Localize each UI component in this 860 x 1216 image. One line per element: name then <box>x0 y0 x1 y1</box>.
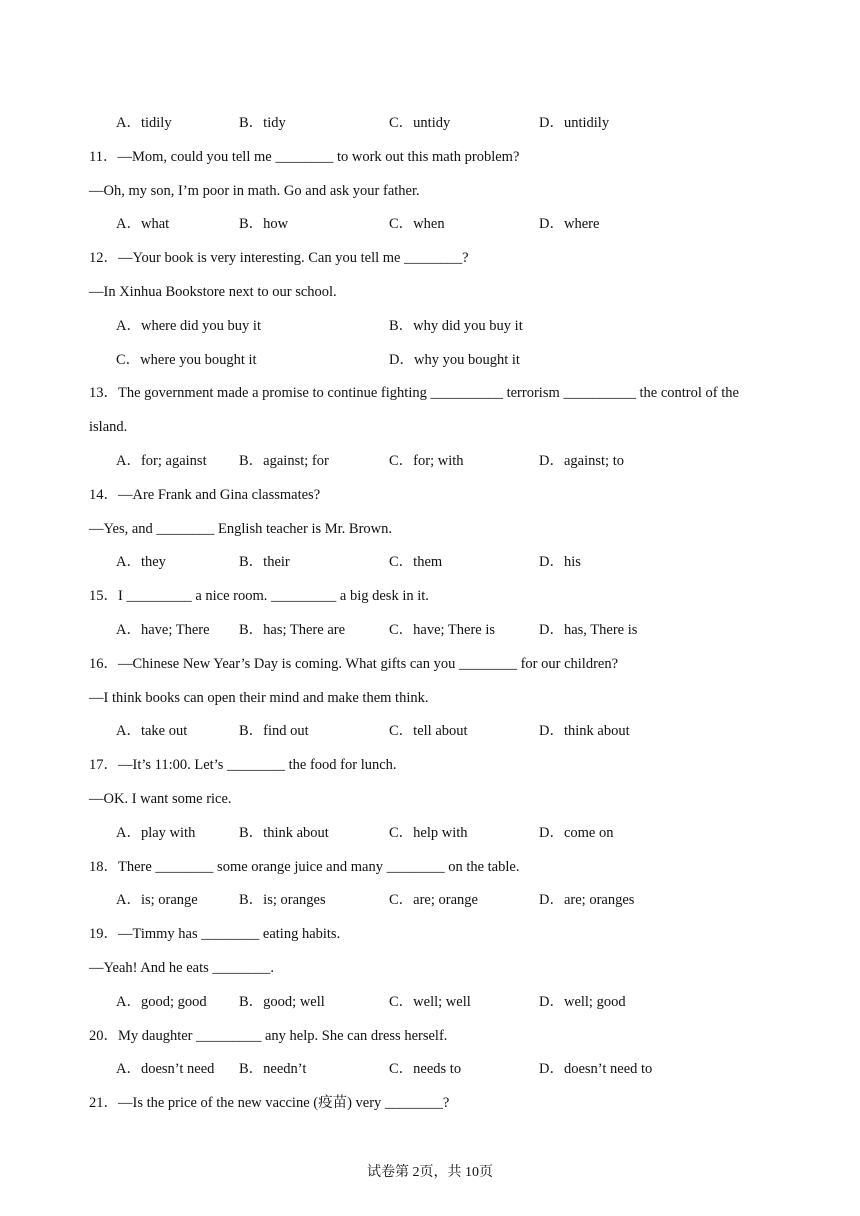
option-b: B．tidy <box>239 115 286 131</box>
option-c: C．tell about <box>389 723 468 739</box>
option-d: D．why you bought it <box>389 352 520 368</box>
option-b: B．think about <box>239 825 329 841</box>
option-b: B．good; well <box>239 994 325 1010</box>
page-footer: 试卷第 2页，共 10页 <box>367 1165 493 1180</box>
option-a: A．is; orange <box>116 892 198 908</box>
option-a: A．tidily <box>116 115 172 131</box>
option-a: A．doesn’t need <box>116 1061 215 1077</box>
option-a: A．good; good <box>116 994 207 1010</box>
question-line: 15．I _________ a nice room. _________ a big desk in it. <box>89 588 429 604</box>
option-b: B．is; oranges <box>239 892 326 908</box>
option-b: B．needn’t <box>239 1061 307 1077</box>
question-line: 17．—It’s 11:00. Let’s ________ the food for lunch. <box>89 757 397 773</box>
option-a: A．have; There <box>116 622 210 638</box>
option-d: D．his <box>539 554 581 570</box>
option-c: C．well; well <box>389 994 471 1010</box>
question-line: island. <box>89 419 128 435</box>
question-line: 16．—Chinese New Year’s Day is coming. What gifts can you ________ for our children? <box>89 656 619 672</box>
option-d: D．are; oranges <box>539 892 635 908</box>
question-line: —OK. I want some rice. <box>89 791 232 807</box>
question-line: —I think books can open their mind and make them think. <box>89 690 429 706</box>
question-line: —Oh, my son, I’m poor in math. Go and ask your father. <box>89 183 420 199</box>
question-line: 13．The government made a promise to continue fighting __________ terrorism __________ the control of the <box>89 385 739 401</box>
option-d: D．come on <box>539 825 614 841</box>
option-c: C．them <box>389 554 443 570</box>
option-c: C．have; There is <box>389 622 496 638</box>
question-line: 19．—Timmy has ________ eating habits. <box>89 926 341 942</box>
option-c: C．are; orange <box>389 892 478 908</box>
question-line: 14．—Are Frank and Gina classmates? <box>89 487 321 503</box>
option-d: D．doesn’t need to <box>539 1061 653 1077</box>
option-a: A．what <box>116 216 170 232</box>
option-b: B．how <box>239 216 289 232</box>
option-b: B．their <box>239 554 290 570</box>
option-b: B．find out <box>239 723 309 739</box>
question-line: —Yes, and ________ English teacher is Mr. Brown. <box>89 521 393 537</box>
option-c: C．untidy <box>389 115 451 131</box>
option-d: D．has, There is <box>539 622 638 638</box>
question-line: 12．—Your book is very interesting. Can you tell me ________? <box>89 250 469 266</box>
option-c: C．when <box>389 216 445 232</box>
option-a: A．for; against <box>116 453 207 469</box>
option-d: D．think about <box>539 723 630 739</box>
option-b: B．why did you buy it <box>389 318 523 334</box>
option-d: D．against; to <box>539 453 624 469</box>
option-d: D．where <box>539 216 600 232</box>
question-line: —In Xinhua Bookstore next to our school. <box>89 284 337 300</box>
option-b: B．has; There are <box>239 622 346 638</box>
option-c: C．needs to <box>389 1061 462 1077</box>
question-line: —Yeah! And he eats ________. <box>89 960 274 976</box>
question-line: 21．—Is the price of the new vaccine (疫苗) very ________? <box>89 1095 450 1111</box>
option-b: B．against; for <box>239 453 329 469</box>
option-a: A．play with <box>116 825 196 841</box>
option-c: C．where you bought it <box>116 352 257 368</box>
option-d: D．untidily <box>539 115 610 131</box>
option-a: A．where did you buy it <box>116 318 261 334</box>
option-c: C．for; with <box>389 453 464 469</box>
question-line: 20．My daughter _________ any help. She can dress herself. <box>89 1028 448 1044</box>
option-a: A．take out <box>116 723 188 739</box>
option-d: D．well; good <box>539 994 626 1010</box>
option-a: A．they <box>116 554 166 570</box>
question-line: 18．There ________ some orange juice and many ________ on the table. <box>89 859 520 875</box>
question-line: 11．—Mom, could you tell me ________ to work out this math problem? <box>89 149 520 165</box>
option-c: C．help with <box>389 825 468 841</box>
